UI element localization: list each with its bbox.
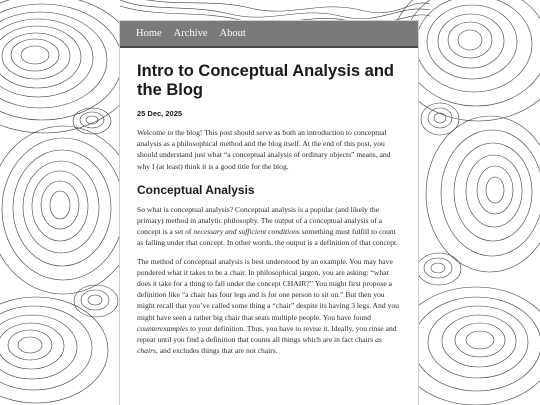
emphasis-text: necessary and sufficient conditions	[193, 227, 300, 237]
page-container	[120, 21, 418, 405]
contour-cluster-left-top	[0, 0, 138, 133]
post-content	[120, 48, 418, 356]
text-span: The method of conceptual analysis is best understood by an example. You may have pondered what it takes to be a chair. In philosophical jargon, you are asking: “what does it take for a thing to fall under the concept CHAIR?” You might first propose a definition like “a chair has four legs and is for one person to sit on.” But then you might recall that you’ve called some thing a “chair” despite its having 3 legs. And you might have seen a rather big chair that seats multiple people. You have found	[137, 256, 399, 322]
contour-cluster-right-small	[417, 103, 461, 285]
contour-cluster-left-mid	[0, 126, 137, 294]
text-span: , and excludes things that are not chairs.	[155, 346, 278, 356]
text-span: So what is conceptual analysis? Conceptual analysis is a popular (and likely the primary) method in analytic philosophy. The output of a conceptual analysis of a concept is a set of	[137, 204, 383, 237]
intro-paragraph: Welcome to the blog! This post should serve as both an introduction to conceptual analysis as a philosophical method and the blog itself. At the end of this post, you should understand just what “a conceptual analysis of ordinary objects” means, and why I (at least) think it is a good title for the blog.	[137, 128, 391, 171]
contour-lines-top	[120, 0, 430, 23]
body-paragraph-1	[137, 204, 401, 249]
text-span: to your definition. Thus, you have to revise it. Ideally, you rinse and repeat until you find a definition that counts all things which are in fact chairs	[137, 323, 397, 345]
contour-cluster-left-bottom	[0, 297, 108, 403]
contour-cluster-right-bottom	[397, 287, 540, 405]
nav-link-archive[interactable]: Archive	[173, 28, 208, 39]
emphasis-text: counterexamples	[137, 323, 189, 333]
post-date: 25 Dec, 2025	[137, 109, 183, 118]
nav-link-home[interactable]: Home	[136, 28, 162, 39]
section-heading-conceptual-analysis: Conceptual Analysis	[137, 182, 255, 197]
top-navigation	[120, 21, 418, 48]
post-title: Intro to Conceptual Analysis and the Blog	[137, 62, 394, 99]
emphasis-text: as chairs	[137, 335, 382, 356]
nav-link-about[interactable]: About	[219, 28, 246, 39]
contour-cluster-right-mid	[426, 116, 540, 272]
body-paragraph-2	[137, 256, 401, 357]
text-span: something must fulfill to count as falling under that concept. In other words, the output is a definition of that concept.	[137, 227, 399, 248]
